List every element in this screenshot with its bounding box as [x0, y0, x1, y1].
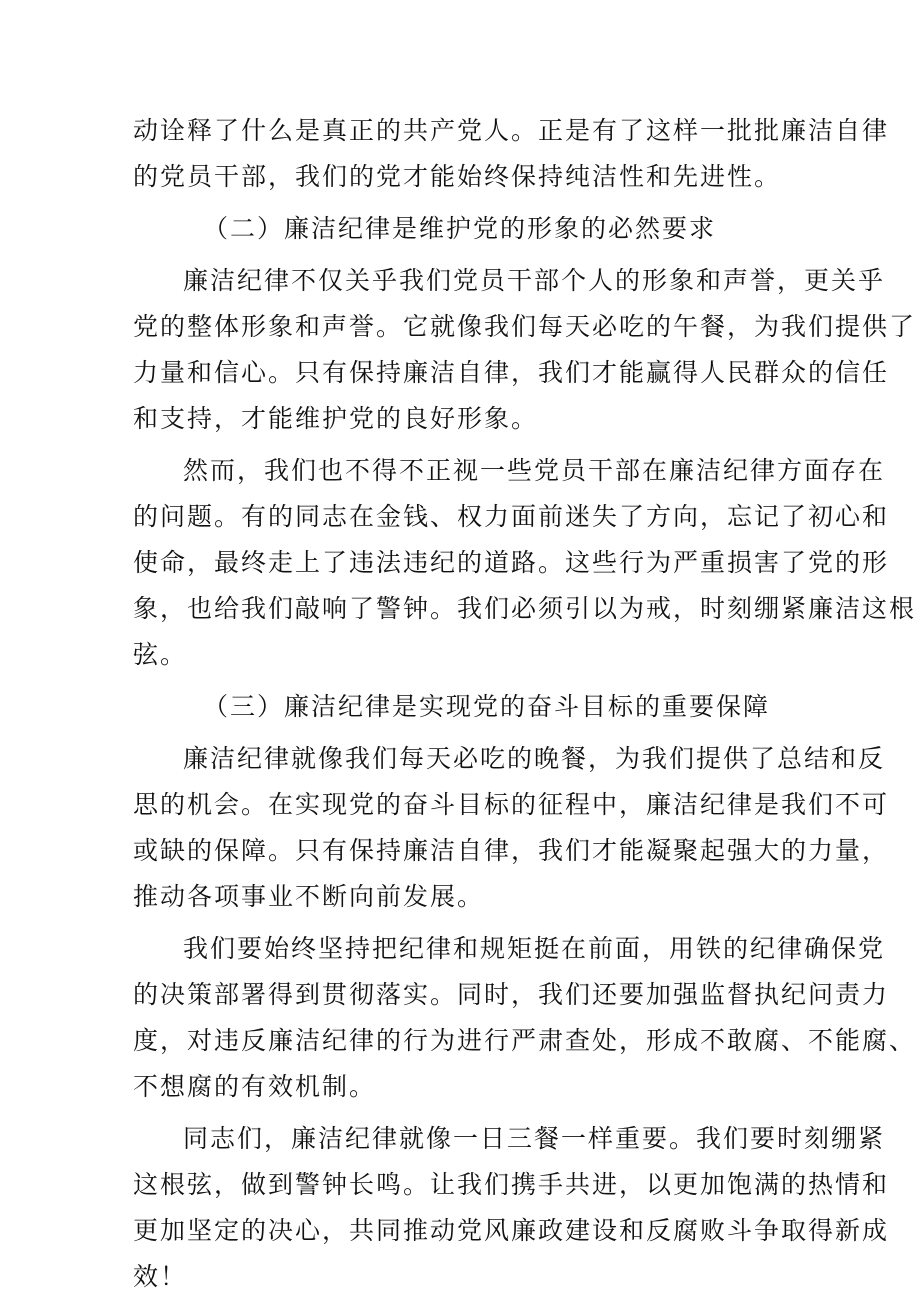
- text-line: 党的整体形象和声誉。它就像我们每天必吃的午餐，为我们提供了: [133, 312, 917, 341]
- text-line: 力量和信心。只有保持廉洁自律，我们才能赢得人民群众的信任: [133, 358, 890, 387]
- paragraph: [133, 736, 890, 920]
- text-line: 度，对违反廉洁纪律的行为进行严肃查处，形成不敢腐、不能腐、: [133, 1026, 917, 1055]
- text-line: （二）廉洁纪律是维护党的形象的必然要求: [203, 214, 717, 243]
- text-line: 不想腐的有效机制。: [133, 1072, 377, 1101]
- paragraph: [133, 1116, 890, 1300]
- text-line: 和支持，才能维护党的良好形象。: [133, 404, 539, 433]
- text-line: 的党员干部，我们的党才能始终保持纯洁性和先进性。: [133, 162, 782, 191]
- text-line: 更加坚定的决心，共同推动党风廉政建设和反腐败斗争取得新成: [133, 1216, 890, 1245]
- text-line: 象，也给我们敲响了警钟。我们必须引以为戒，时刻绷紧廉洁这根: [133, 594, 917, 623]
- text-line: 然而，我们也不得不正视一些党员干部在廉洁纪律方面存在: [183, 456, 886, 485]
- paragraph: [133, 258, 917, 442]
- text-line: 廉洁纪律不仅关乎我们党员干部个人的形象和声誉，更关乎: [183, 266, 886, 295]
- text-line: 我们要始终坚持把纪律和规矩挺在前面，用铁的纪律确保党: [183, 934, 886, 963]
- text-line: 的决策部署得到贯彻落实。同时，我们还要加强监督执纪问责力: [133, 980, 890, 1009]
- text-line: 推动各项事业不断向前发展。: [133, 882, 485, 911]
- text-line: 这根弦，做到警钟长鸣。让我们携手共进，以更加饱满的热情和: [133, 1170, 890, 1199]
- text-line: 同志们，廉洁纪律就像一日三餐一样重要。我们要时刻绷紧: [183, 1124, 886, 1153]
- text-line: 廉洁纪律就像我们每天必吃的晚餐，为我们提供了总结和反: [183, 744, 886, 773]
- text-line: 使命，最终走上了违法违纪的道路。这些行为严重损害了党的形: [133, 548, 890, 577]
- paragraph: [133, 448, 917, 678]
- paragraph: [133, 108, 890, 200]
- text-line: 效！: [133, 1262, 188, 1291]
- paragraph: [133, 926, 917, 1110]
- section-heading: [133, 206, 798, 252]
- text-line: 思的机会。在实现党的奋斗目标的征程中，廉洁纪律是我们不可: [133, 790, 890, 819]
- section-heading: [133, 684, 798, 730]
- text-line: 动诠释了什么是真正的共产党人。正是有了这样一批批廉洁自律: [133, 116, 890, 145]
- text-line: 的问题。有的同志在金钱、权力面前迷失了方向，忘记了初心和: [133, 502, 890, 531]
- text-line: （三）廉洁纪律是实现党的奋斗目标的重要保障: [203, 692, 771, 721]
- text-line: 弦。: [133, 640, 188, 669]
- text-line: 或缺的保障。只有保持廉洁自律，我们才能凝聚起强大的力量，: [133, 836, 890, 865]
- document-body: [133, 108, 917, 1306]
